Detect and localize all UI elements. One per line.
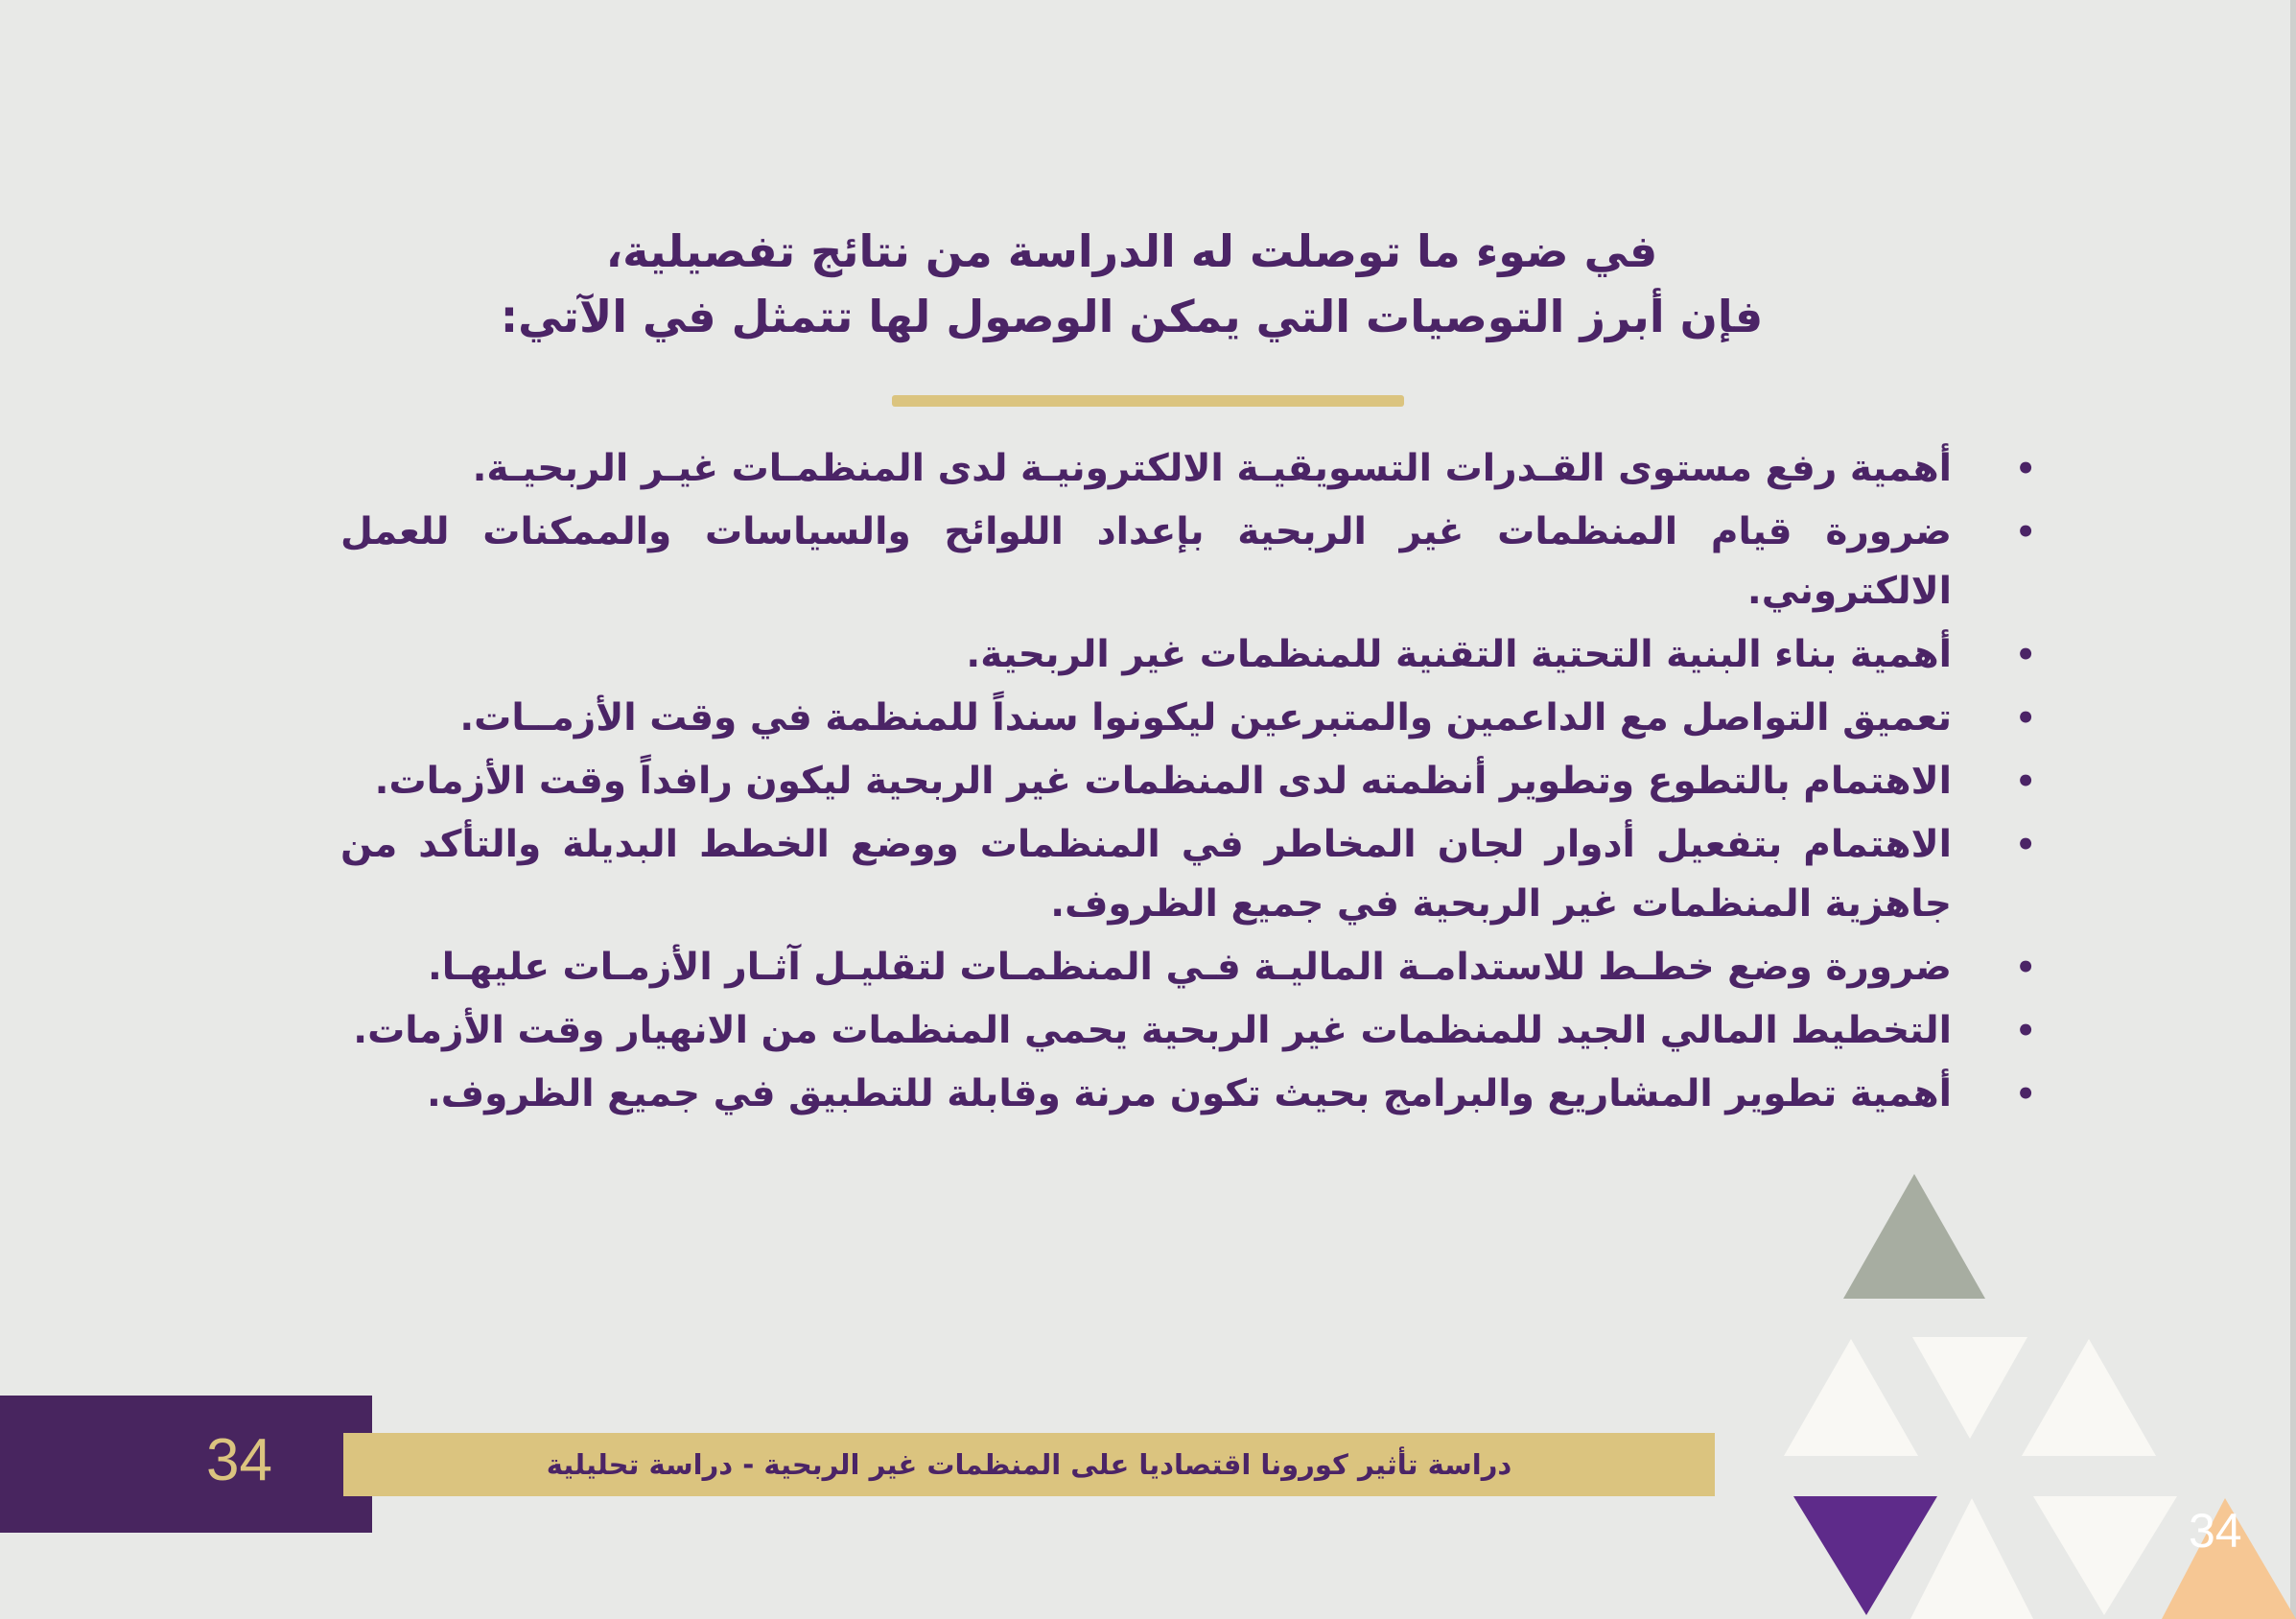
list-item: • أهمية تطوير المشاريع والبرامج بحيث تكون مرنة وقابلة للتطبيق في جميع الظروف.: [340, 1065, 1952, 1124]
list-item: • الاهتمام بالتطوع وتطوير أنظمته لدى المنظمات غير الربحية ليكون رافداً وقت الأزمات.: [340, 752, 1952, 811]
bullet-icon: •: [2015, 636, 2036, 674]
bullet-icon: •: [2015, 1012, 2036, 1050]
triangle-gray: [1843, 1174, 1985, 1299]
list-item: • التخطيط المالي الجيد للمنظمات غير الربحية يحمي المنظمات من الانهيار وقت الأزمات.: [340, 1001, 1952, 1061]
heading-line-1: في ضوء ما توصلت له الدراسة من نتائج تفصيلية،: [605, 225, 1658, 277]
bullet-icon: •: [2015, 763, 2036, 801]
triangle-white-2: [1912, 1337, 2027, 1439]
bullet-icon: •: [2015, 699, 2036, 738]
footer-title: دراسة تأثير كورونا اقتصاديا على المنظمات غير الربحية - دراسة تحليلية: [546, 1448, 1512, 1481]
list-item: • ضرورة وضع خطـط للاستدامـة الماليـة فـي المنظمـات لتقليـل آثـار الأزمـات عليهـا.: [340, 938, 1952, 997]
list-item: • أهمية رفع مستوى القـدرات التسويقيـة الالكترونيـة لدى المنظمـات غيـر الربحيـة.: [340, 439, 1952, 499]
list-item: • الاهتمام بتفعيل أدوار لجان المخاطر في المنظمات ووضع الخطط البديلة والتأكد من جاهزية المنظمات غير الربحية في جميع الظروف.: [340, 815, 1952, 934]
triangle-purple: [1793, 1496, 1937, 1615]
triangle-white-4: [1910, 1498, 2033, 1619]
page-number: 34: [206, 1427, 272, 1493]
bullet-icon: •: [2015, 513, 2036, 551]
list-item: • أهمية بناء البنية التحتية التقنية للمنظمات غير الربحية.: [340, 625, 1952, 685]
bullet-icon: •: [2015, 949, 2036, 987]
bullet-icon: •: [2015, 1075, 2036, 1114]
heading-divider: [892, 395, 1404, 407]
triangle-white-3: [2022, 1339, 2156, 1456]
recommendations-list: [273, 439, 2036, 1128]
list-item: • ضرورة قيام المنظمات غير الربحية بإعداد اللوائح والسياسات والممكنات للعمل الالكتروني.: [340, 503, 1952, 622]
bullet-icon: •: [2015, 450, 2036, 488]
triangle-white-5: [2033, 1496, 2177, 1615]
corner-page-number: 34: [2189, 1504, 2242, 1558]
list-item: • تعميق التواصل مع الداعمين والمتبرعين ليكونوا سنداً للمنظمة في وقت الأزمــات.: [340, 689, 1952, 748]
heading-line-2: فإن أبرز التوصيات التي يمكن الوصول لها تتمثل في الآتي:: [500, 291, 1764, 342]
bullet-icon: •: [2015, 826, 2036, 864]
triangle-white-1: [1784, 1339, 1918, 1456]
page-heading: [412, 219, 1851, 349]
